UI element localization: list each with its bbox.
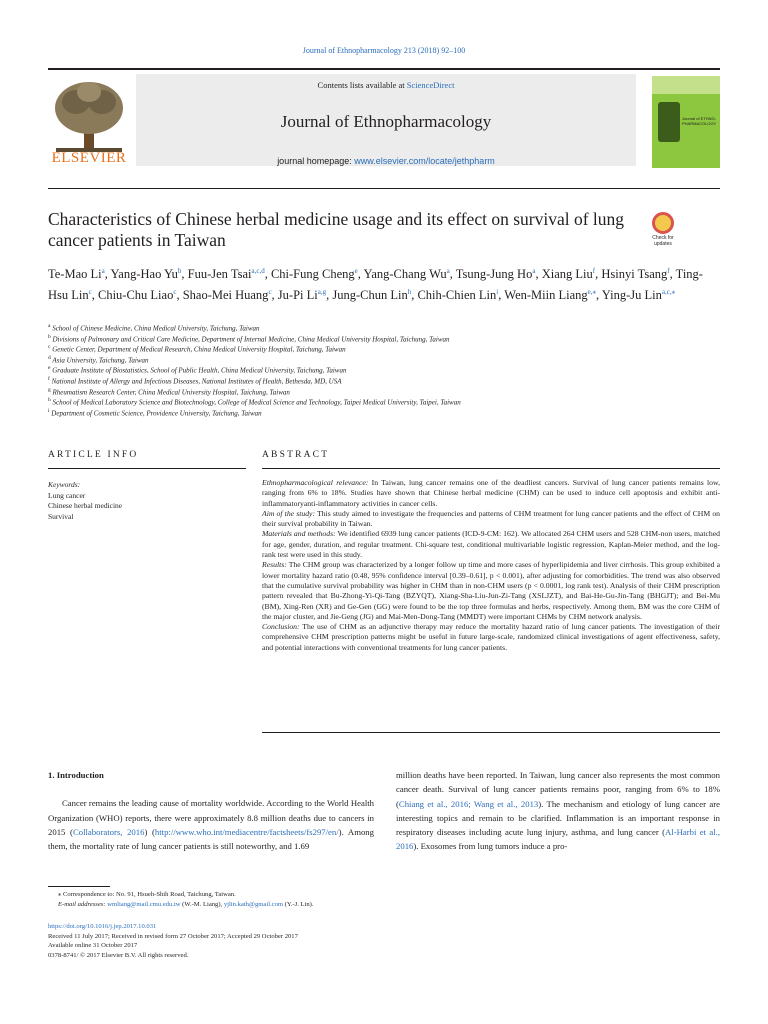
author-name[interactable]: Yang-Chang Wu (363, 267, 447, 282)
elsevier-wordmark: ELSEVIER (51, 150, 127, 166)
author-name[interactable]: Xiang Liu (541, 267, 593, 282)
cover-text: Journal of ETHNO-PHARMACOLOGY (682, 116, 717, 126)
author-name[interactable]: Yang-Hao Yu (110, 267, 178, 282)
email-link[interactable]: wmliang@mail.cmu.edu.tw (107, 900, 181, 908)
affiliation-marker: c (48, 344, 51, 351)
abstract-section (262, 529, 720, 560)
header-divider (48, 188, 720, 189)
affiliation-text: Department of Cosmetic Science, Providence University, Taichung, Taiwan (51, 409, 262, 418)
email-owner: (W.-M. Liang), (180, 900, 224, 908)
intro-text: ). Among them, the mortality rate of lung cancer patients is still noteworthy, and 1.69 (48, 826, 374, 852)
affiliation-text: Graduate Institute of Biostatistics, School of Public Health, China Medical University, Taichung, Taiwan (52, 366, 347, 375)
affiliation-marker: b (48, 333, 51, 340)
intro-paragraph (48, 796, 374, 853)
author-affiliation-marker[interactable]: a,g (317, 288, 327, 297)
author-name[interactable]: Ju-Pi Li (277, 288, 318, 303)
journal-header-center (136, 74, 636, 166)
homepage-link[interactable]: www.elsevier.com/locate/jethpharm (354, 156, 495, 166)
author-name[interactable]: Chiu-Chu Liao (97, 288, 174, 303)
affiliation-marker: h (48, 397, 51, 404)
author-affiliation-marker[interactable]: e,⁎ (587, 288, 596, 297)
abstract-section (262, 622, 720, 653)
author-affiliation-marker[interactable]: f (667, 267, 670, 275)
abstract-body (262, 478, 720, 653)
intro-text: ). The mechanism and etiology of lung cancer are interesting topics and remain to be clarified. Inflammation is an important response in respiratory diseases including acute lung injury, asthma, and lung cancer ( (396, 798, 720, 838)
abstract-section-label: Results: (262, 560, 287, 570)
abstract-rule (262, 468, 720, 469)
journal-header (48, 68, 720, 174)
abstract-section-label: Conclusion: (262, 622, 300, 632)
email-link[interactable]: yjlin.kath@gmail.com (223, 900, 284, 908)
author-name[interactable]: Hsinyi Tsang (601, 267, 668, 282)
crossmark-icon (652, 212, 674, 234)
author-name[interactable]: Chih-Chien Lin (417, 288, 497, 303)
intro-text: ). Exosomes from lung tumors induce a pro- (413, 841, 568, 852)
intro-paragraph (396, 768, 720, 854)
abstract-section-label: Aim of the study: (262, 508, 316, 518)
author-affiliation-marker[interactable]: a (446, 267, 450, 275)
keyword-item: Chinese herbal medicine (48, 501, 123, 510)
footnotes (48, 890, 720, 909)
affiliation-text: School of Medical Laboratory Science and Biotechnology, College of Medical Science and Technology, Taipei Medical University, Taipei, Taiwan (52, 398, 461, 407)
doi-link[interactable]: https://doi.org/10.1016/j.jep.2017.10.031 (48, 923, 157, 930)
affiliation-marker: i (48, 407, 50, 414)
author-affiliation-marker[interactable]: b (177, 267, 182, 275)
affiliation-text: National Institute of Allergy and Infectious Diseases, National Institutes of Health, Bethesda, MD, USA (51, 377, 342, 386)
author-name[interactable]: Jung-Chun Lin (332, 288, 408, 303)
abstract-section-text: The use of CHM as an adjunctive therapy may reduce the mortality hazard ratio of lung cancer patients. The investigation of their comprehensive CHM prescription patterns might be useful in future large-scale, randomized clinical investigations of agent effectiveness, safety, and potential interactions with conventional treatments for lung cancer patients. (262, 622, 720, 652)
who-url-link[interactable]: http://www.who.int/mediacentre/factsheets/fs297/en/ (154, 826, 339, 837)
keyword-item: Survival (48, 511, 74, 521)
affiliation-marker: a (48, 323, 51, 329)
citation-link[interactable]: Chiang et al., 2016; Wang et al., 2013 (398, 798, 539, 809)
abstract-section-text: In Taiwan, lung cancer remains one of the deadliest cancers. Survival of lung cancer patients remains low, ranging from 6% to 18%. Studies have shown that Chinese herbal medicine (CHM) can be used to induce cell apoptosis and exhibit anti-inflammatoryanti-inflammatory activities in cancer cells. (262, 478, 720, 508)
abstract-section-label: Materials and methods: (262, 529, 336, 539)
received-dates: Received 11 July 2017; Received in revised form 27 October 2017; Accepted 29 October 2017 (48, 932, 298, 940)
article-info-heading: ARTICLE INFO (48, 450, 139, 460)
publication-info (48, 922, 720, 960)
cover-top-band (652, 76, 720, 94)
article-title: Characteristics of Chinese herbal medicine usage and its effect on survival of lung cancer patients in Taiwan (48, 209, 625, 250)
affiliation-text: Asia University, Taichung, Taiwan (52, 356, 149, 365)
author-affiliation-marker[interactable]: c (173, 288, 177, 297)
correspondence-note: ⁎ Correspondence to: No. 91, Hsueh-Shih Road, Taichung, Taiwan. (58, 891, 236, 898)
author-affiliation-marker[interactable]: i (496, 288, 499, 297)
author-name[interactable]: Ting-Hsu Lin (48, 267, 703, 303)
homepage-line (136, 156, 636, 166)
affiliation-text: School of Chinese Medicine, China Medical University, Taichung, Taiwan (52, 324, 260, 333)
author-affiliation-marker[interactable]: f (592, 267, 596, 275)
sciencedirect-link[interactable]: ScienceDirect (406, 80, 455, 90)
copyright-line: 0378-8741/ © 2017 Elsevier B.V. All rights reserved. (48, 951, 189, 959)
abstract-section (262, 509, 720, 530)
affiliation-text: Rheumatism Research Center, China Medical University Hospital, Taichung, Taiwan (52, 387, 290, 396)
body-right-column (396, 768, 720, 854)
abstract-section-text: This study aimed to investigate the frequencies and patterns of CHM treatment for lung cancer patients and the effect of CHM on their survival probability in Taiwan. (262, 508, 721, 529)
available-online: Available online 31 October 2017 (48, 942, 138, 949)
author-affiliation-marker[interactable]: c (268, 288, 272, 297)
intro-text: ) ( (144, 826, 155, 837)
abstract-section-text: We identified 6939 lung cancer patients (ICD-9-CM: 162). We allocated 264 CHM users and 528 CHM-non users, matched for age, gender, duration, and regular treatment. Chi-square test, conditional multivariable logistic regression, Kaplan-Meier method, and the log-rank test were used in this study. (262, 529, 721, 560)
body-left-column (48, 768, 374, 853)
author-affiliation-marker[interactable]: a,c,⁎ (661, 288, 676, 297)
author-list: Te-Mao Li$^a$, Yang-Hao Yu$^b$, Fuu-Jen Tsai$^{a,c,d}$, Chi-Fung Cheng$^e$, Yang-Chang Wu$^a$, Tsung-Jung Ho$^a$, Xiang Liu$^f$, Hsinyi Tsang$^f$, Ting-Hsu Lin$^c$, Chiu-Chu Liao$^c$, Shao-Mei Huang$^c$, Ju-Pi Li$^{a,g}$, Jung-Chun Lin$^h$, Chih-Chien Lin$^i$, Wen-Miin Liang$^{e,⁎}$, Ying-Ju Lin$^{a,c,⁎}$ (48, 267, 703, 303)
author-name[interactable]: Chi-Fung Cheng (270, 267, 355, 282)
intro-text: Cancer remains the leading cause of mortality worldwide. According to the World Health Organization (WHO) reports, there were approximately 8.8 million deaths due to cancers in 2015 ( (48, 798, 374, 837)
article-info-rule (48, 468, 246, 469)
author-name[interactable]: Wen-Miin Liang (504, 288, 588, 303)
crossmark-label: Check for updates (652, 235, 674, 247)
footnote-rule (48, 886, 110, 887)
affiliation-marker: e (48, 365, 51, 372)
abstract-section (262, 478, 720, 509)
author-affiliation-marker[interactable]: a (532, 267, 536, 275)
abstract-section-text: The CHM group was characterized by a longer follow up time and more cases of hyperlipidemia and liver cirrhosis. This group exhibited a lower mortality hazard ratio (0.48, 95% confidence interval [0.39–0.61], p < 0.001), after adjusting for comorbidities. The trend was also observed that the cumulative survival probability was higher in CHM than in non-CHM users (p < 0.0001, log rank test). Analysis of their CHM prescription pattern revealed that Bu-Zhong-Yi-Qi-Tang (BZYQT), Xiang-Sha-Liu-Jun-Zi-Tang (XSLJZT), and Bai-He-Gu-Jin-Tang (BHGJT); and Bei-Mu (BM), Xing-Ren (XR) and Ge-Gen (GG) were found to be the top three formulas and herbs, respectively. Among them, BM was the core CHM of the major cluster, and Jie-Geng (JG) and Mai-Men-Dong-Tang (MMDT) were important CHMs by CHM network analysis. (262, 560, 720, 621)
abstract-bottom-rule (262, 732, 720, 733)
affiliation-marker: g (48, 386, 51, 393)
abstract-section-label: Ethnopharmacological relevance: (262, 478, 369, 487)
contents-line (136, 80, 636, 90)
abstract-section (262, 560, 720, 622)
journal-cover-image (652, 76, 720, 168)
affiliation-marker: f (48, 376, 50, 382)
keywords-block (48, 480, 246, 522)
check-for-updates-button[interactable] (650, 212, 676, 248)
author-name[interactable]: Ying-Ju Lin (601, 288, 662, 303)
journal-title: Journal of Ethnopharmacology (280, 112, 492, 131)
journal-reference-link[interactable]: Journal of Ethnopharmacology 213 (2018) 92–100 (302, 46, 466, 55)
author-affiliation-marker[interactable]: c (88, 288, 92, 297)
author-affiliation-marker[interactable]: e (354, 267, 358, 275)
keywords-label: Keywords: (48, 480, 81, 489)
introduction-heading: 1. Introduction (48, 770, 104, 780)
homepage-prefix: journal homepage: (277, 156, 355, 166)
affiliation-marker: d (48, 354, 51, 361)
affiliation-item (48, 407, 720, 419)
affiliation-text: Genetic Center, Department of Medical Research, China Medical University Hospital, Taichung, Taiwan (52, 345, 346, 354)
citation-link[interactable]: Collaborators, 2016 (72, 826, 145, 837)
email-label: E-mail addresses: (58, 900, 106, 908)
keyword-item: Lung cancer (48, 490, 86, 500)
author-affiliation-marker[interactable]: a,c,d (251, 267, 265, 275)
author-affiliation-marker[interactable]: h (407, 288, 412, 297)
affiliation-text: Divisions of Pulmonary and Critical Care Medicine, Department of Internal Medicine, China Medical University Hospital, Taichung, Taiwan (52, 334, 450, 343)
author-name[interactable]: Te-Mao Li (48, 267, 102, 282)
email-owner: (Y.-J. Lin). (283, 900, 314, 908)
author-name[interactable]: Tsung-Jung Ho (455, 267, 533, 282)
cover-figure (658, 102, 680, 142)
contents-prefix: Contents lists available at (317, 80, 407, 90)
author-affiliation-marker[interactable]: a (101, 267, 105, 275)
abstract-heading: ABSTRACT (262, 450, 330, 460)
author-name[interactable]: Fuu-Jen Tsai (187, 267, 252, 282)
citation-link[interactable]: Al-Harbi et al., 2016 (396, 827, 720, 852)
author-name[interactable]: Shao-Mei Huang (182, 288, 269, 303)
email-note (48, 900, 720, 910)
intro-text: million deaths have been reported. In Taiwan, lung cancer also represents the most common cancer death. Survival of lung cancer patients remains poor, ranging from 6% to 18% ( (396, 770, 720, 809)
